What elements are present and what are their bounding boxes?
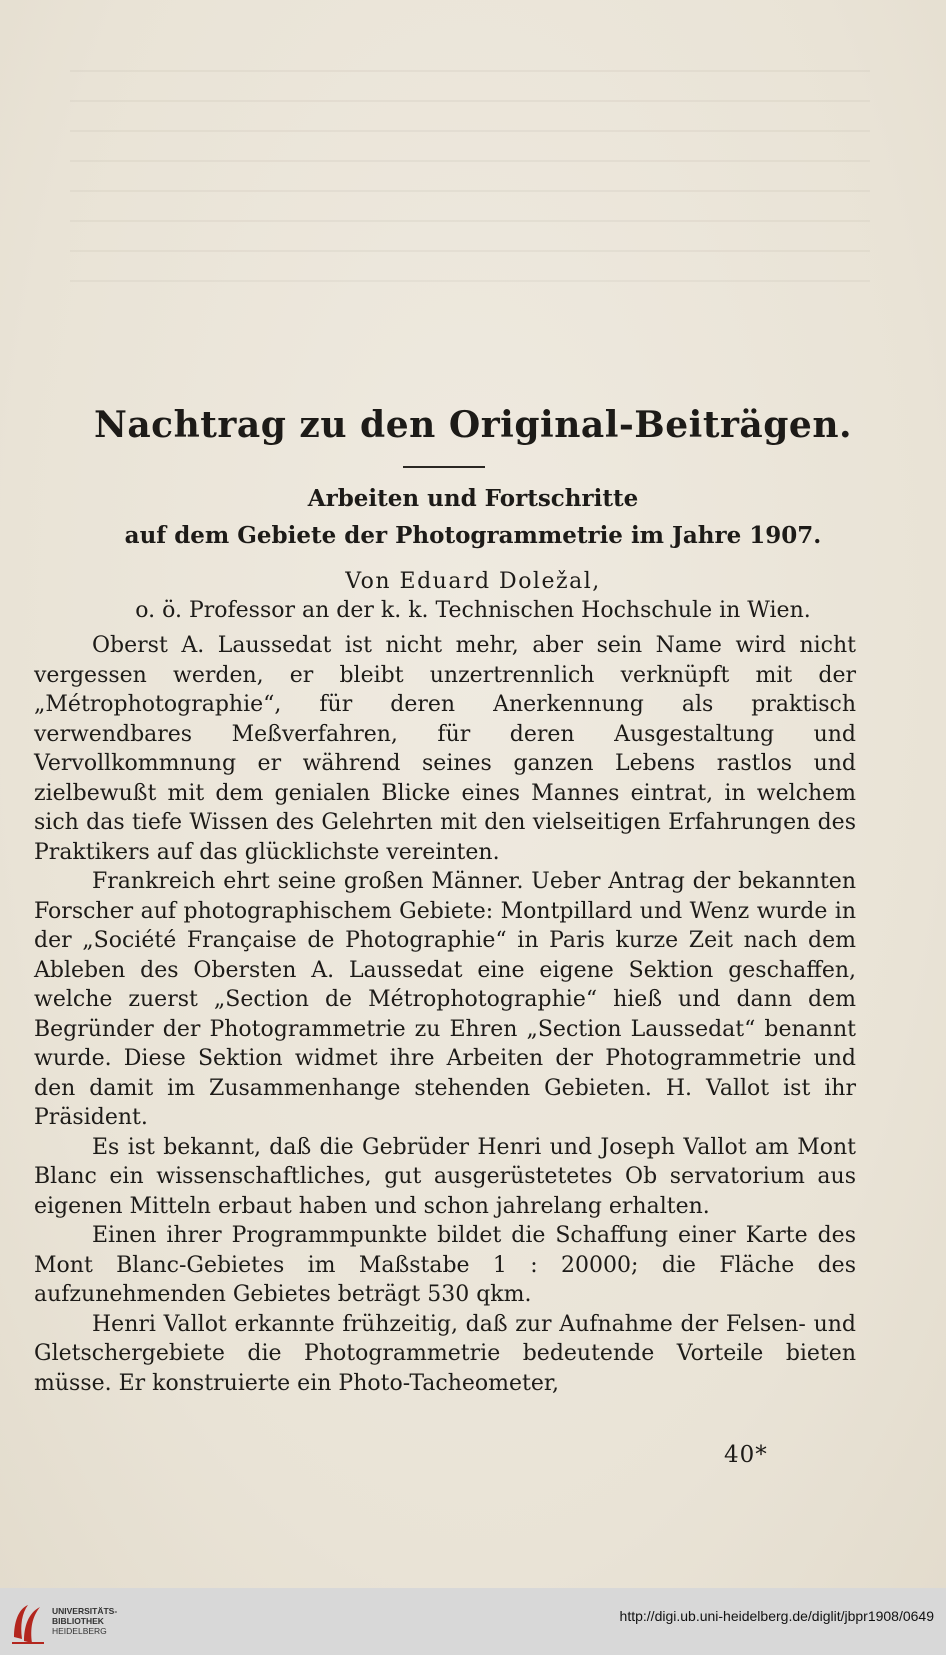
article-title-line2: auf dem Gebiete der Photogrammetrie im Jahre 1907. bbox=[124, 522, 822, 549]
author-prefix: Von bbox=[345, 569, 400, 594]
article-body bbox=[34, 631, 856, 1398]
library-line2: BIBLIOTHEK bbox=[52, 1616, 104, 1626]
author-name: Eduard Doležal, bbox=[399, 569, 601, 594]
paragraph: Es ist bekannt, daß die Gebrüder Henri und Joseph Vallot am Mont Blanc ein wissenschaftliches, gut ausgerüstetetes Ob servatorium aus eigenen Mitteln erbaut haben und schon jahrelang erhalten. bbox=[34, 1134, 856, 1219]
article-title-line1: Arbeiten und Fortschritte bbox=[307, 485, 639, 512]
library-line1: UNIVERSITÄTS- bbox=[52, 1606, 118, 1616]
title-divider bbox=[403, 466, 485, 468]
show-through-lines bbox=[70, 70, 870, 330]
paragraph: Oberst A. Laussedat ist nicht mehr, aber sein Name wird nicht vergessen werden, er bleibt unzertrennlich verknüpft mit der „Métrophotographie“, für deren Anerkennung als praktisch verwendbares Meßverfahren, für deren Ausgestaltung und Vervollkommnung er während seines ganzen Lebens rastlos und zielbewußt mit dem genialen Blicke eines Mannes eintrat, in welchem sich das tiefe Wissen des Gelehrten mit den vielseitigen Erfahrungen des Praktikers auf das glücklichste vereinten. bbox=[34, 633, 856, 865]
page-title: Nachtrag zu den Original-Beiträgen. bbox=[93, 404, 853, 446]
library-line3: HEIDELBERG bbox=[52, 1626, 107, 1636]
author-affiliation: o. ö. Professor an der k. k. Technischen Hochschule in Wien. bbox=[135, 598, 811, 623]
paragraph: Einen ihrer Programmpunkte bildet die Schaffung einer Karte des Mont Blanc-Gebietes im Maßstabe 1 : 20000; die Fläche des aufzunehmenden Gebietes beträgt 530 qkm. bbox=[34, 1223, 856, 1307]
footer-bar bbox=[0, 1588, 946, 1655]
paragraph: Frankreich ehrt seine großen Männer. Ueber Antrag der bekannten Forscher auf photographischem Gebiete: Montpillard und Wenz wurde in der „Société Française de Photographie“ in Paris kurze Zeit nach dem Ableben des Obersten A. Laussedat eine eigene Sektion geschaffen, welche zuerst „Section de Métrophotographie“ hieß und dann dem Begründer der Photogrammetrie zu Ehren „Section Laussedat“ benannt wurde. Diese Sektion widmet ihre Arbeiten der Photogrammetrie und den damit im Zusammenhange stehenden Gebieten. H. Vallot ist ihr Präsident. bbox=[34, 869, 856, 1130]
page-number: 40* bbox=[724, 1442, 768, 1468]
author-line bbox=[0, 569, 946, 594]
library-name bbox=[52, 1606, 117, 1636]
university-seal-icon bbox=[10, 1599, 46, 1645]
source-link[interactable]: http://digi.ub.uni-heidelberg.de/diglit/jbpr1908/0649 bbox=[619, 1608, 934, 1624]
paragraph: Henri Vallot erkannte frühzeitig, daß zur Aufnahme der Felsen- und Gletschergebiete die Photogrammetrie bedeutende Vorteile bieten müsse. Er konstruierte ein Photo-Tacheometer, bbox=[34, 1311, 856, 1396]
